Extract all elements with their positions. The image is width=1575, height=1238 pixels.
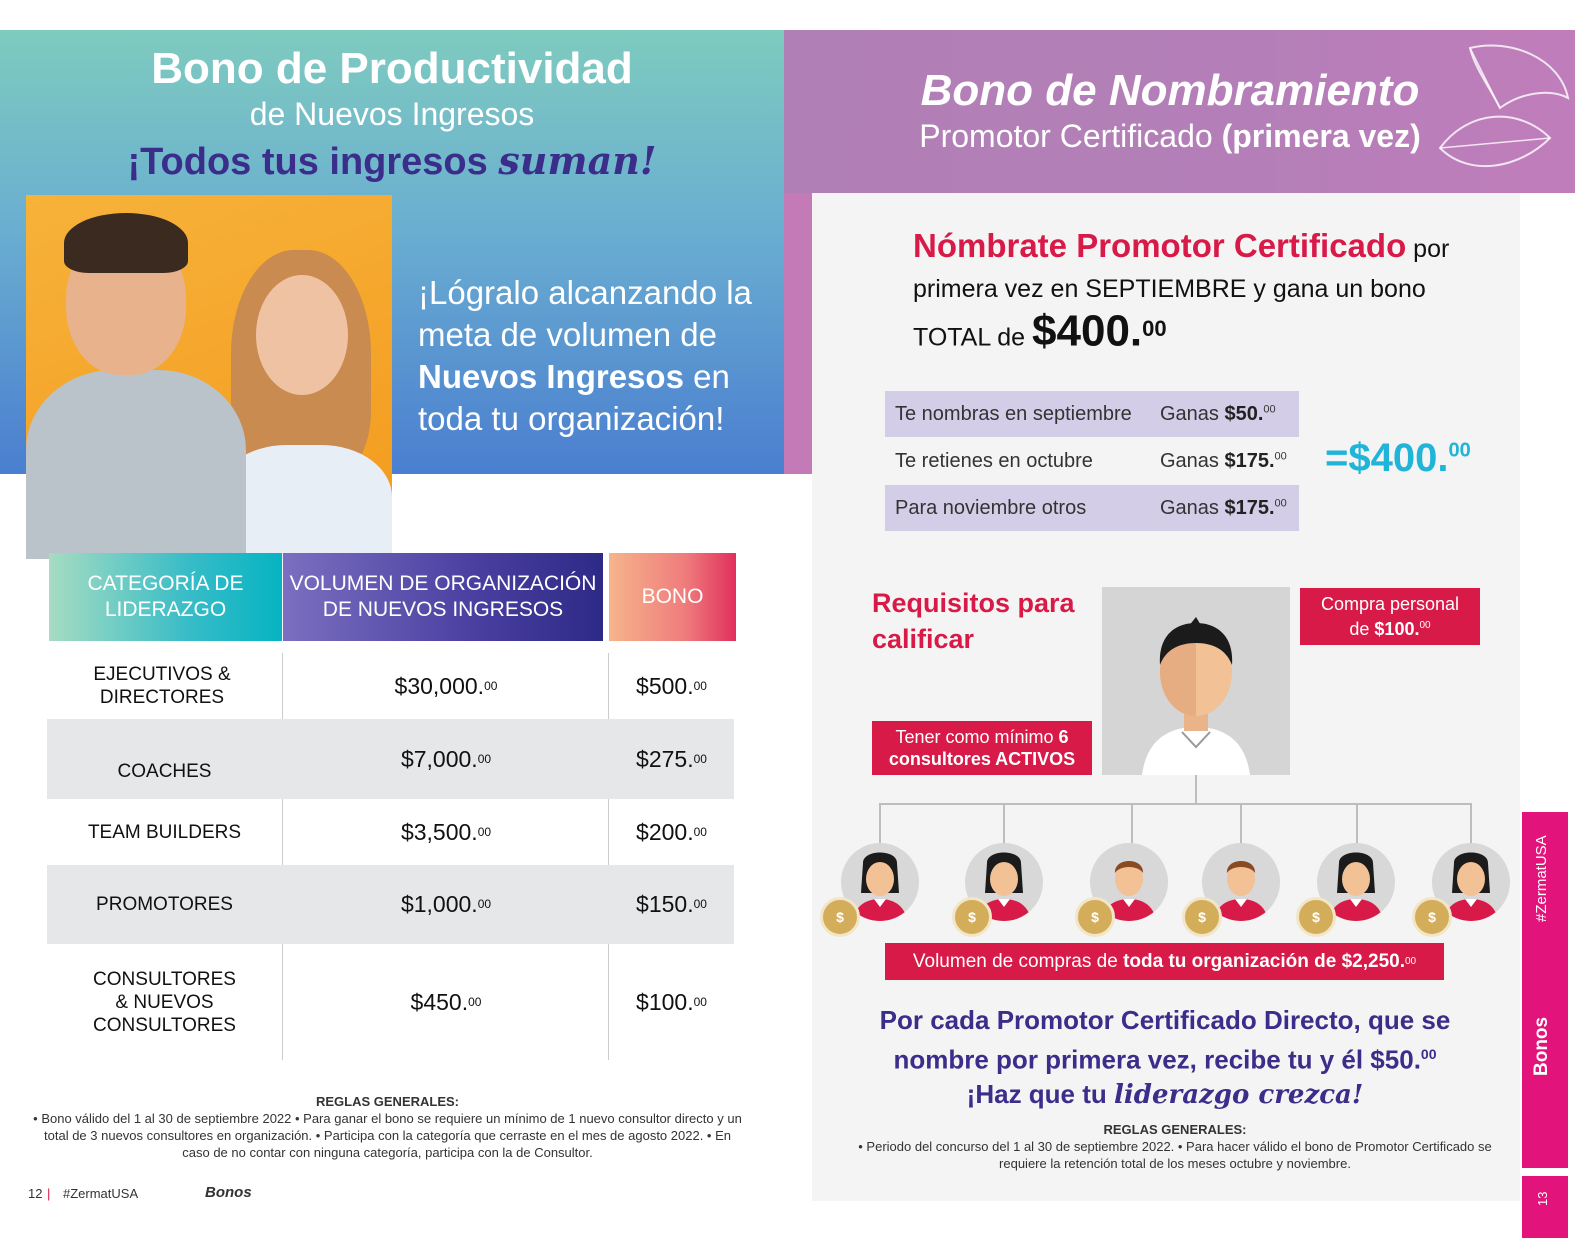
table-row xyxy=(47,944,734,1060)
page-number-right: 13 xyxy=(1535,1191,1550,1206)
side-section: Bonos xyxy=(1531,1016,1552,1076)
volumen-bar: Volumen de compras de toda tu organización de $2,250. 00 xyxy=(885,943,1444,980)
rules-title: REGLAS GENERALES: xyxy=(1103,1122,1247,1137)
money-bag-icon: $ xyxy=(1412,897,1452,937)
row-category: COACHES xyxy=(117,760,212,782)
left-subtitle: de Nuevos Ingresos xyxy=(249,96,535,132)
promoter-avatar xyxy=(1102,587,1290,775)
money-bag-icon: $ xyxy=(952,897,992,937)
row-volume: $30,000. 00 xyxy=(394,672,498,699)
row-category: TEAM BUILDERS xyxy=(87,821,242,843)
promo-text: Por cada Promotor Certificado Directo, que se nombre por primera vez, recibe tu y él $50.00 ¡Haz que tu liderazgo crezca! xyxy=(879,1005,1451,1110)
consultores-activos-badge: Tener como mínimo 6 consultores ACTIVOS xyxy=(872,721,1092,775)
row-category: EJECUTIVOS & DIRECTORES xyxy=(93,664,231,708)
man-avatar-icon xyxy=(1102,587,1290,775)
total-amount: =$400.00 xyxy=(1325,436,1471,480)
row-volume: $450. 00 xyxy=(410,988,482,1015)
footer-hashtag: #ZermatUSA xyxy=(63,1186,139,1201)
money-bag-icon: $ xyxy=(1075,897,1115,937)
tree-connector xyxy=(1240,803,1242,843)
money-bag-icon: $ xyxy=(1182,897,1222,937)
footer-divider: | xyxy=(47,1186,51,1201)
promotor-headline: Nómbrate Promotor Certificado por primera vez en SEPTIEMBRE y gana un bono TOTAL de $400.00 xyxy=(913,227,1450,356)
row-bonus: $500. 00 xyxy=(636,672,707,699)
row-volume: $7,000. 00 xyxy=(400,745,492,772)
table-row xyxy=(47,865,734,944)
tree-connector xyxy=(1003,803,1005,843)
row-bonus: $100. 00 xyxy=(636,988,707,1015)
row-volume: $1,000. 00 xyxy=(400,891,492,917)
left-rules xyxy=(30,1093,745,1161)
side-tab-page xyxy=(1522,1176,1568,1238)
table-row xyxy=(47,799,734,865)
right-subtitle: Promotor Certificado (primera vez) xyxy=(919,118,1421,154)
requisitos-title: Requisitos para calificar xyxy=(872,588,1075,654)
tree-connector xyxy=(1470,803,1472,843)
rules-title: REGLAS GENERALES: xyxy=(315,1094,459,1109)
tree-connector xyxy=(1356,803,1358,843)
ganas-row: Para noviembre otros Ganas $175.00 xyxy=(885,485,1299,531)
left-tagline: ¡Todos tus ingresos suman! xyxy=(127,138,657,183)
rules-text: • Periodo del concurso del 1 al 30 de septiembre 2022. • Para hacer válido el bono de Promotor Certificado se requiere la retención total de los meses octubre y noviembre. xyxy=(858,1139,1492,1171)
header-categoria: CATEGORÍA DE LIDERAZGO xyxy=(49,553,282,641)
tree-connector xyxy=(879,803,1472,805)
row-volume: $3,500. 00 xyxy=(400,818,492,845)
ganas-row: Te retienes en octubre Ganas $175.00 xyxy=(895,449,1287,472)
row-category: PROMOTORES xyxy=(96,894,233,915)
right-title: Bono de Nombramiento xyxy=(920,66,1420,115)
row-category: CONSULTORES & NUEVOS CONSULTORES xyxy=(93,968,236,1036)
left-title: Bono de Productividad xyxy=(151,44,633,93)
right-side-strip xyxy=(784,193,812,474)
tree-connector xyxy=(1195,775,1197,804)
tree-connector xyxy=(879,803,881,843)
goal-text: ¡Lógralo alcanzando la meta de volumen de Nuevos Ingresos en toda tu organización! xyxy=(418,274,752,437)
money-bag-icon: $ xyxy=(820,897,860,937)
table-row xyxy=(47,653,734,719)
header-volumen: VOLUMEN DE ORGANIZACIÓN DE NUEVOS INGRESOS xyxy=(283,553,603,641)
footer-section: Bonos xyxy=(205,1184,252,1201)
row-bonus: $275. 00 xyxy=(636,745,707,772)
page-number-left: 12 xyxy=(28,1186,43,1201)
rules-text: • Bono válido del 1 al 30 de septiembre 2022 • Para ganar el bono se requiere un mínimo de 1 nuevo consultor directo y un total de 3 nuevos consultores en organización. • Participa con la categoría que cerraste en el mes de agosto 2022. • En caso de no contar con ninguna categoría, participa con la de Consultor. xyxy=(33,1111,742,1160)
table-row xyxy=(47,719,734,799)
compra-personal-badge: Compra personal de $100.00 xyxy=(1300,588,1480,645)
money-bag-icon: $ xyxy=(1296,897,1336,937)
header-bono: BONO xyxy=(609,553,736,641)
couple-photo xyxy=(26,195,392,559)
side-hashtag: #ZermatUSA xyxy=(1533,835,1550,922)
row-bonus: $200. 00 xyxy=(636,818,707,845)
ganas-row: Te nombras en septiembre Ganas $50.00 xyxy=(885,391,1299,437)
right-rules xyxy=(840,1121,1510,1172)
tree-connector xyxy=(1131,803,1133,843)
row-bonus: $150. 00 xyxy=(636,891,707,917)
